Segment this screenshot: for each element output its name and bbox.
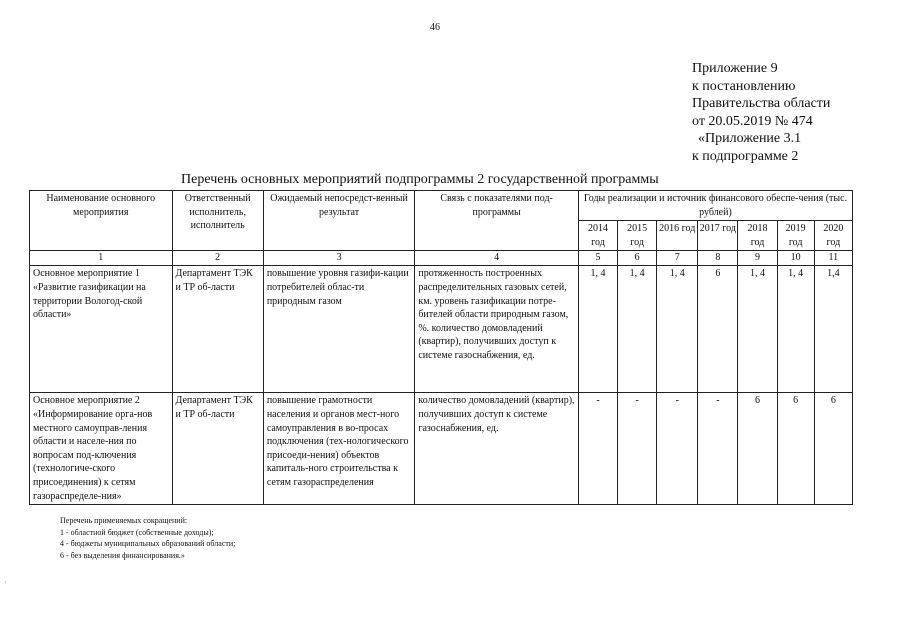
appendix-line-2: к постановлению xyxy=(692,78,796,94)
appendix-line-6: к подпрограмме 2 xyxy=(692,148,799,164)
column-number: 6 xyxy=(618,251,657,266)
year-header: 2014 год xyxy=(578,221,617,251)
header-executor: Ответственный исполнитель, исполнитель xyxy=(172,191,263,251)
header-indicators: Связь с показателями под-программы xyxy=(415,191,579,251)
year-value: 6 xyxy=(698,266,738,393)
activity-name: Основное мероприятие 2 «Информирование орга-нов местного самоуправ-ления области и населе-ния по вопросам под-ключения (технологиче-ского присоединения) к сетям газораспределе-ния» xyxy=(30,393,173,505)
year-value: 1, 4 xyxy=(777,266,814,393)
column-numbers-row xyxy=(30,251,853,266)
column-number: 3 xyxy=(263,251,415,266)
abbreviations-notes xyxy=(60,515,235,561)
table-row xyxy=(30,266,853,393)
year-header: 2019 год xyxy=(777,221,814,251)
notes-heading: Перечень применяемых сокращений: xyxy=(60,516,188,525)
year-value: 1,4 xyxy=(814,266,852,393)
page-number: 46 xyxy=(430,22,440,33)
year-value: - xyxy=(657,393,698,505)
column-number: 10 xyxy=(777,251,814,266)
year-value: 1, 4 xyxy=(618,266,657,393)
column-number: 1 xyxy=(30,251,173,266)
year-value: 1, 4 xyxy=(657,266,698,393)
header-expected-result: Ожидаемый непосредст-венный результат xyxy=(263,191,415,251)
year-value: 6 xyxy=(814,393,852,505)
activity-indicators: протяженность построенных распределительных газовых сетей, км. уровень газификации потре-бителей области природным газом, %. количество домовладений (квартир), получивших доступ к системе газоснабжения, ед. xyxy=(415,266,579,393)
year-value: 6 xyxy=(777,393,814,505)
year-value: 6 xyxy=(738,393,777,505)
activity-executor: Департамент ТЭК и ТР об-ласти xyxy=(172,393,263,505)
activities-table xyxy=(29,190,853,505)
header-activity-name: Наименование основного мероприятия xyxy=(30,191,173,251)
appendix-line-5: «Приложение 3.1 xyxy=(698,131,802,146)
year-value: 1, 4 xyxy=(738,266,777,393)
column-number: 11 xyxy=(814,251,852,266)
header-row xyxy=(30,191,853,221)
column-number: 4 xyxy=(415,251,579,266)
activity-indicators: количество домовладений (квартир), получивших доступ к системе газоснабжения, ед. xyxy=(415,393,579,505)
appendix-header xyxy=(692,60,830,165)
column-number: 9 xyxy=(738,251,777,266)
appendix-line-3: Правительства области xyxy=(692,96,831,111)
year-header: 2018 год xyxy=(738,221,777,251)
year-header: 2015 год xyxy=(618,221,657,251)
activity-result: повышение уровня газифи-кации потребителей облас-ти природным газом xyxy=(263,266,415,393)
margin-mark: · xyxy=(4,578,7,587)
notes-line: 1 - областной бюджет (собственные доходы); xyxy=(60,527,214,537)
notes-line: 6 - без выделения финансирования.» xyxy=(60,550,185,560)
notes-line: 4 - бюджеты муниципальных образований области; xyxy=(60,539,236,549)
year-value: - xyxy=(618,393,657,505)
year-header: 2020 год xyxy=(814,221,852,251)
year-value: - xyxy=(698,393,738,505)
activity-name: Основное мероприятие 1 «Развитие газификации на территории Вологод-ской области» xyxy=(30,266,173,393)
appendix-line-1: Приложение 9 xyxy=(692,61,778,76)
year-value: 1, 4 xyxy=(578,266,617,393)
activity-executor: Департамент ТЭК и ТР об-ласти xyxy=(172,266,263,393)
appendix-line-4: от 20.05.2019 № 474 xyxy=(692,113,813,129)
header-years-funding: Годы реализации и источник финансового обеспе-чения (тыс. рублей) xyxy=(578,191,852,221)
table-row xyxy=(30,393,853,505)
year-header: 2016 год xyxy=(657,221,698,251)
year-value: - xyxy=(578,393,617,505)
year-header: 2017 год xyxy=(698,221,738,251)
activity-result: повышение грамотности населения и органов мест-ного самоуправления в во-просах подключения (тех-нологического присоеди-нения) объектов капиталь-ного строительства к сетям газораспределения xyxy=(263,393,415,505)
column-number: 8 xyxy=(698,251,738,266)
column-number: 5 xyxy=(578,251,617,266)
document-title: Перечень основных мероприятий подпрограммы 2 государственной программы xyxy=(181,172,659,187)
column-number: 2 xyxy=(172,251,263,266)
column-number: 7 xyxy=(657,251,698,266)
